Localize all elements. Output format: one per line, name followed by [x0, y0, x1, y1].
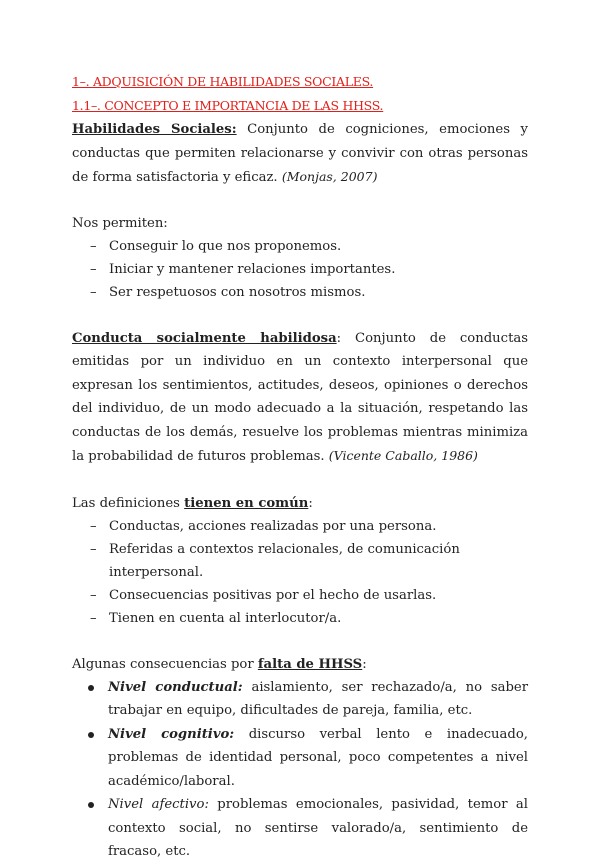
comun-intro	[72, 492, 528, 515]
comun-term: tienen en común	[184, 495, 309, 511]
level-text: problemas emocionales, pasividad, temor al contexto social, no sentirse valorado/a, sentimiento de fracaso, etc.	[108, 797, 528, 859]
comun-suffix: :	[308, 495, 313, 511]
level-text: aislamiento, ser rechazado/a, no saber trabajar en equipo, dificultades de pareja, familia, etc.	[108, 679, 528, 718]
comun-intro-text: Las definiciones	[72, 495, 185, 511]
list-item: – Conseguir lo que nos proponemos.	[90, 235, 528, 258]
subsection-heading	[72, 94, 528, 118]
definition-habilidades-sociales	[72, 118, 528, 190]
level-label: Nivel cognitivo:	[108, 726, 235, 742]
citation: (Vicente Caballo, 1986)	[328, 448, 478, 463]
falta-suffix: :	[362, 656, 367, 672]
level-text: discurso verbal lento e inadecuado, problemas de identidad personal, poco competentes a nivel académico/laboral.	[108, 726, 528, 789]
heading-1: 1–. ADQUISICIÓN DE HABILIDADES SOCIALES.	[72, 74, 374, 89]
falta-intro-text: Algunas consecuencias por	[72, 656, 258, 672]
document-page	[72, 70, 528, 864]
list-item: – Conductas, acciones realizadas por una persona.	[90, 515, 528, 538]
list-item: – Tienen en cuenta al interlocutor/a.	[90, 607, 528, 630]
list-item	[88, 793, 528, 864]
falta-intro	[72, 653, 528, 676]
heading-2: 1.1–. CONCEPTO E IMPORTANCIA DE LAS HHSS.	[72, 98, 384, 113]
bullet-icon	[88, 732, 94, 738]
list-item	[88, 676, 528, 723]
level-label: Nivel afectivo:	[108, 797, 209, 812]
definition-text: : Conjunto de conductas emitidas por un individuo en un contexto interpersonal que expresan los sentimientos, actitudes, deseos, opiniones o derechos del individuo, de un modo adecuado a la situación, respetando las conductas de los demás, resuelve los problemas mientras minimiza la probabilidad de futuros problemas.	[72, 330, 528, 464]
list-item: – Iniciar y mantener relaciones importantes.	[90, 258, 528, 281]
falta-term: falta de HHSS	[257, 656, 363, 672]
definition-term: Habilidades Sociales:	[72, 122, 237, 137]
citation: (Monjas, 2007)	[281, 169, 378, 184]
section-heading	[72, 70, 528, 94]
bullet-icon	[88, 685, 94, 691]
comun-list	[72, 515, 528, 630]
bullet-icon	[88, 802, 94, 808]
definition-conducta-habilidosa	[72, 327, 528, 469]
list-item: – Ser respetuosos con nosotros mismos.	[90, 281, 528, 304]
list-item: – Referidas a contextos relacionales, de comunicación interpersonal.	[90, 538, 528, 584]
permiten-intro: Nos permiten:	[72, 215, 168, 231]
list-item	[88, 723, 528, 794]
definition-term: Conducta socialmente habilidosa	[72, 330, 337, 346]
permiten-list	[72, 235, 528, 304]
list-item: – Consecuencias positivas por el hecho de usarlas.	[90, 584, 528, 607]
definition-text: Conjunto de cogniciones, emociones y conductas que permiten relacionarse y convivir con otras personas de forma satisfactoria y eficaz.	[72, 122, 528, 185]
falta-list	[72, 676, 528, 864]
level-label: Nivel conductual:	[108, 679, 243, 695]
